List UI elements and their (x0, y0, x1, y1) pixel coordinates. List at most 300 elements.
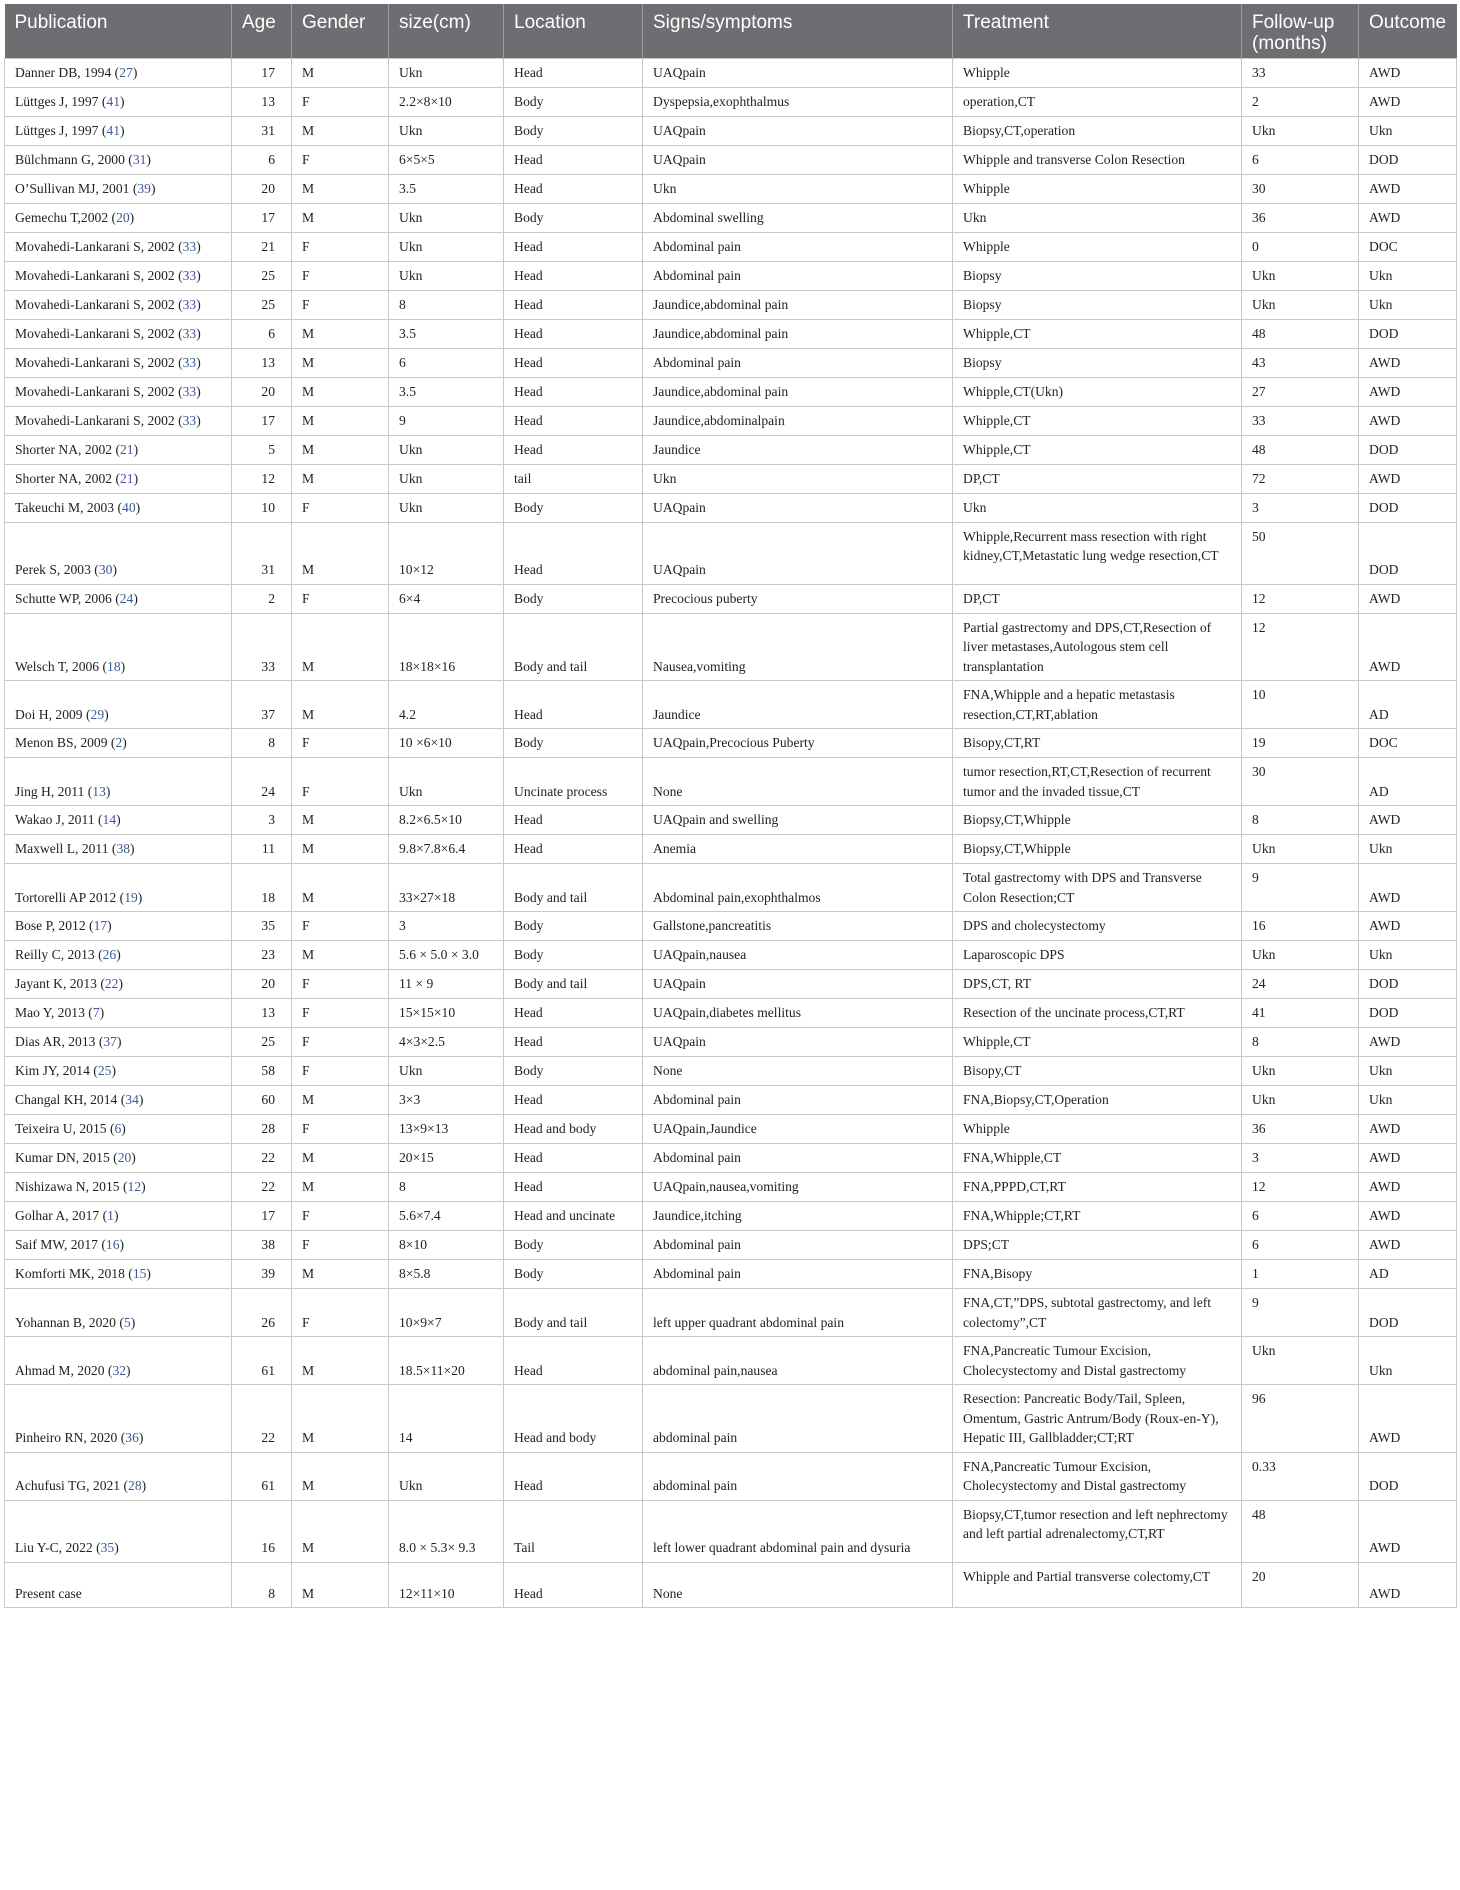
cell-treatment: tumor resection,RT,CT,Resection of recurrent tumor and the invaded tissue,CT (953, 758, 1242, 806)
publication-text: Changal KH, 2014 (15, 1092, 118, 1108)
cell-age: 58 (232, 1057, 292, 1086)
cell-size: 20×15 (389, 1144, 504, 1173)
reference-link[interactable]: 41 (106, 122, 120, 138)
cell-publication: Mao Y, 2013 (7) (5, 999, 232, 1028)
cell-size: 18×18×16 (389, 613, 504, 681)
cell-gender: F (292, 999, 389, 1028)
cell-treatment: Whipple,CT (953, 319, 1242, 348)
cell-treatment: DP,CT (953, 464, 1242, 493)
publication-text: Lüttges J, 1997 (15, 122, 99, 138)
cell-size: Ukn (389, 1452, 504, 1500)
cell-size: 3×3 (389, 1086, 504, 1115)
cell-treatment: FNA,Whipple,CT (953, 1144, 1242, 1173)
table-row (5, 1115, 1457, 1144)
cell-age: 60 (232, 1086, 292, 1115)
cell-publication: Shorter NA, 2002 (21) (5, 464, 232, 493)
cell-publication: Kim JY, 2014 (25) (5, 1057, 232, 1086)
cell-gender: F (292, 232, 389, 261)
column-header-signs[interactable]: Signs/symptoms (643, 4, 953, 58)
cell-location: Head (504, 1452, 643, 1500)
reference-link[interactable]: 16 (105, 1237, 120, 1253)
cell-follow-up: 30 (1242, 758, 1359, 806)
reference-link[interactable]: 33 (182, 354, 197, 370)
cell-location: Body (504, 1260, 643, 1289)
cell-size: 4×3×2.5 (389, 1028, 504, 1057)
cell-publication: Movahedi-Lankarani S, 2002 (33) (5, 406, 232, 435)
cell-signs: None (643, 758, 953, 806)
cell-size: 3 (389, 912, 504, 941)
cell-location: Head and body (504, 1385, 643, 1453)
reference-link[interactable]: 30 (98, 562, 113, 577)
cell-signs: left upper quadrant abdominal pain (643, 1289, 953, 1337)
table-row (5, 970, 1457, 999)
cell-age: 13 (232, 87, 292, 116)
cell-follow-up: 6 (1242, 1202, 1359, 1231)
cell-treatment: Biopsy (953, 261, 1242, 290)
reference-link[interactable]: 21 (119, 470, 134, 486)
cell-outcome: AWD (1359, 58, 1457, 87)
cell-publication: Movahedi-Lankarani S, 2002 (33) (5, 290, 232, 319)
table-row (5, 729, 1457, 758)
cell-signs: Jaundice,abdominal pain (643, 290, 953, 319)
publication-text: Jing H, 2011 (15, 783, 85, 799)
cell-treatment: Whipple (953, 58, 1242, 87)
reference-link[interactable]: 2 (115, 735, 123, 751)
reference-link[interactable]: 28 (128, 1478, 142, 1493)
cell-treatment: FNA,CT,”DPS, subtotal gastrectomy, and left colectomy”,CT (953, 1289, 1242, 1337)
cell-treatment: Whipple and Partial transverse colectomy,CT (953, 1562, 1242, 1608)
cell-outcome: DOD (1359, 970, 1457, 999)
reference-link[interactable]: 33 (182, 383, 197, 399)
cell-follow-up: 27 (1242, 377, 1359, 406)
publication-text: O’Sullivan MJ, 2001 (15, 180, 130, 196)
reference-link[interactable]: 12 (127, 1179, 142, 1195)
cell-publication: Bose P, 2012 (17) (5, 912, 232, 941)
cell-treatment: Whipple (953, 1115, 1242, 1144)
cell-age: 12 (232, 464, 292, 493)
cell-location: Body (504, 1231, 643, 1260)
cell-treatment: FNA,Biopsy,CT,Operation (953, 1086, 1242, 1115)
cell-gender: M (292, 435, 389, 464)
cell-treatment: Biopsy (953, 290, 1242, 319)
table-row (5, 1086, 1457, 1115)
publication-text: Menon BS, 2009 (15, 735, 108, 751)
cell-age: 17 (232, 58, 292, 87)
cell-follow-up: 20 (1242, 1562, 1359, 1608)
cell-outcome: AWD (1359, 203, 1457, 232)
cell-gender: M (292, 377, 389, 406)
cell-signs: abdominal pain (643, 1452, 953, 1500)
cell-size: Ukn (389, 493, 504, 522)
cell-follow-up: 12 (1242, 1173, 1359, 1202)
table-row (5, 493, 1457, 522)
cell-treatment: Biopsy,CT,Whipple (953, 806, 1242, 835)
cell-age: 28 (232, 1115, 292, 1144)
reference-link[interactable]: 41 (106, 93, 120, 109)
cell-treatment: FNA,Bisopy (953, 1260, 1242, 1289)
cell-gender: F (292, 758, 389, 806)
reference-link[interactable]: 13 (92, 783, 106, 799)
cell-location: Body (504, 912, 643, 941)
cell-location: Head (504, 522, 643, 584)
table-row (5, 1562, 1457, 1608)
cell-gender: F (292, 493, 389, 522)
cell-signs: UAQpain (643, 1028, 953, 1057)
cell-treatment: Whipple,CT (953, 1028, 1242, 1057)
cell-age: 22 (232, 1385, 292, 1453)
table-row (5, 1202, 1457, 1231)
cell-age: 18 (232, 864, 292, 912)
reference-link[interactable]: 1 (107, 1208, 114, 1224)
cell-treatment: Whipple and transverse Colon Resection (953, 145, 1242, 174)
cell-outcome: AWD (1359, 406, 1457, 435)
cell-gender: F (292, 261, 389, 290)
cell-follow-up: Ukn (1242, 1086, 1359, 1115)
table-row (5, 116, 1457, 145)
cell-outcome: AD (1359, 758, 1457, 806)
cell-signs: UAQpain (643, 145, 953, 174)
reference-link[interactable]: 35 (100, 1540, 115, 1555)
cell-outcome: DOD (1359, 145, 1457, 174)
cell-gender: M (292, 1173, 389, 1202)
cell-location: Head (504, 1173, 643, 1202)
cell-outcome: Ukn (1359, 1337, 1457, 1385)
cell-publication: Lüttges J, 1997 (41) (5, 87, 232, 116)
cell-gender: M (292, 613, 389, 681)
cell-gender: F (292, 729, 389, 758)
reference-link[interactable]: 18 (107, 658, 121, 674)
cell-follow-up: 3 (1242, 1144, 1359, 1173)
reference-link[interactable]: 7 (92, 1005, 100, 1021)
publication-text: Kumar DN, 2015 (15, 1150, 110, 1166)
cell-size: 8 (389, 290, 504, 319)
cell-gender: M (292, 1452, 389, 1500)
publication-text: Movahedi-Lankarani S, 2002 (15, 325, 175, 341)
cell-outcome: AWD (1359, 1144, 1457, 1173)
reference-link[interactable]: 24 (119, 590, 134, 606)
reference-link[interactable]: 37 (103, 1034, 117, 1050)
reference-link[interactable]: 38 (116, 841, 131, 857)
cell-follow-up: 36 (1242, 203, 1359, 232)
cell-age: 25 (232, 290, 292, 319)
cell-treatment: FNA,Whipple;CT,RT (953, 1202, 1242, 1231)
cell-age: 37 (232, 681, 292, 729)
cell-outcome: AWD (1359, 1028, 1457, 1057)
cell-age: 26 (232, 1289, 292, 1337)
reference-link[interactable]: 21 (119, 441, 134, 457)
cell-signs: UAQpain,Precocious Puberty (643, 729, 953, 758)
cell-age: 22 (232, 1144, 292, 1173)
cell-treatment: Laparoscopic DPS (953, 941, 1242, 970)
cell-outcome: AWD (1359, 1231, 1457, 1260)
table-row (5, 145, 1457, 174)
cell-treatment: Ukn (953, 493, 1242, 522)
column-header-gender[interactable]: Gender (292, 4, 389, 58)
cell-signs: UAQpain,nausea,vomiting (643, 1173, 953, 1202)
cell-treatment: Whipple,Recurrent mass resection with right kidney,CT,Metastatic lung wedge resection,CT (953, 522, 1242, 584)
table-row (5, 1289, 1457, 1337)
column-header-follow-up[interactable]: Follow-up (months) (1242, 4, 1359, 58)
cell-gender: M (292, 203, 389, 232)
reference-link[interactable]: 19 (124, 889, 138, 905)
cell-publication: Teixeira U, 2015 (6) (5, 1115, 232, 1144)
table-row (5, 522, 1457, 584)
cell-follow-up: 16 (1242, 912, 1359, 941)
cell-follow-up: 19 (1242, 729, 1359, 758)
cell-follow-up: 6 (1242, 145, 1359, 174)
cell-size: 5.6×7.4 (389, 1202, 504, 1231)
cell-treatment: Whipple (953, 232, 1242, 261)
cell-treatment: FNA,PPPD,CT,RT (953, 1173, 1242, 1202)
reference-link[interactable]: 33 (182, 296, 197, 312)
cell-signs: Dyspepsia,exophthalmus (643, 87, 953, 116)
table-row (5, 1057, 1457, 1086)
cell-age: 61 (232, 1337, 292, 1385)
cell-age: 13 (232, 999, 292, 1028)
cell-treatment: Ukn (953, 203, 1242, 232)
publication-text: Pinheiro RN, 2020 (15, 1430, 118, 1445)
reference-link[interactable]: 22 (104, 976, 119, 992)
reference-link[interactable]: 40 (122, 499, 136, 515)
cell-size: 8×10 (389, 1231, 504, 1260)
cell-signs: None (643, 1562, 953, 1608)
reference-link[interactable]: 39 (137, 180, 151, 196)
publication-text: Mao Y, 2013 (15, 1005, 85, 1021)
cell-outcome: DOC (1359, 232, 1457, 261)
cell-location: Body (504, 584, 643, 613)
cell-follow-up: Ukn (1242, 941, 1359, 970)
table-row (5, 319, 1457, 348)
cell-publication: Reilly C, 2013 (26) (5, 941, 232, 970)
publication-text: Perek S, 2003 (15, 562, 91, 577)
publication-table (4, 4, 1457, 1608)
cell-outcome: AWD (1359, 348, 1457, 377)
cell-publication: Takeuchi M, 2003 (40) (5, 493, 232, 522)
cell-signs: UAQpain (643, 970, 953, 999)
cell-signs: Abdominal pain (643, 1231, 953, 1260)
cell-size: Ukn (389, 1057, 504, 1086)
table-row (5, 1173, 1457, 1202)
cell-outcome: Ukn (1359, 290, 1457, 319)
cell-age: 20 (232, 174, 292, 203)
publication-text: Movahedi-Lankarani S, 2002 (15, 383, 175, 399)
cell-outcome: AWD (1359, 1562, 1457, 1608)
reference-link[interactable]: 6 (114, 1121, 122, 1137)
reference-link[interactable]: 5 (123, 1314, 131, 1330)
cell-follow-up: 48 (1242, 319, 1359, 348)
cell-size: 8 (389, 1173, 504, 1202)
cell-age: 38 (232, 1231, 292, 1260)
reference-link[interactable]: 26 (102, 947, 117, 963)
table-row (5, 584, 1457, 613)
publication-text: Gemechu T,2002 (15, 209, 109, 225)
table-row (5, 864, 1457, 912)
table-row (5, 999, 1457, 1028)
column-header-age[interactable]: Age (232, 4, 292, 58)
cell-gender: F (292, 87, 389, 116)
cell-location: Head (504, 1562, 643, 1608)
cell-age: 8 (232, 1562, 292, 1608)
cell-signs: Abdominal swelling (643, 203, 953, 232)
cell-follow-up: 0.33 (1242, 1452, 1359, 1500)
table-row (5, 1452, 1457, 1500)
cell-age: 2 (232, 584, 292, 613)
reference-link[interactable]: 36 (125, 1430, 139, 1445)
publication-text: Golhar A, 2017 (15, 1208, 100, 1224)
cell-signs: UAQpain (643, 493, 953, 522)
cell-location: Head (504, 806, 643, 835)
cell-gender: M (292, 681, 389, 729)
cell-follow-up: 48 (1242, 435, 1359, 464)
cell-signs: Jaundice (643, 681, 953, 729)
reference-link[interactable]: 33 (182, 267, 197, 283)
cell-age: 5 (232, 435, 292, 464)
cell-outcome: DOD (1359, 1289, 1457, 1337)
cell-gender: M (292, 116, 389, 145)
cell-age: 22 (232, 1173, 292, 1202)
cell-treatment: Whipple,CT(Ukn) (953, 377, 1242, 406)
reference-link[interactable]: 14 (102, 812, 117, 828)
column-header-outcome[interactable]: Outcome (1359, 4, 1457, 58)
cell-gender: F (292, 912, 389, 941)
reference-link[interactable]: 25 (97, 1063, 112, 1079)
table-row (5, 290, 1457, 319)
cell-signs: Abdominal pain (643, 261, 953, 290)
reference-link[interactable]: 27 (119, 64, 133, 80)
cell-size: 8×5.8 (389, 1260, 504, 1289)
column-header-treatment[interactable]: Treatment (953, 4, 1242, 58)
cell-outcome: AWD (1359, 1115, 1457, 1144)
cell-size: 12×11×10 (389, 1562, 504, 1608)
cell-outcome: DOD (1359, 999, 1457, 1028)
table-row (5, 87, 1457, 116)
cell-signs: Jaundice,abdominalpain (643, 406, 953, 435)
cell-location: Head (504, 1337, 643, 1385)
cell-treatment: FNA,Whipple and a hepatic metastasis resection,CT,RT,ablation (953, 681, 1242, 729)
cell-signs: UAQpain,diabetes mellitus (643, 999, 953, 1028)
reference-link[interactable]: 20 (116, 209, 130, 225)
table-row (5, 1260, 1457, 1289)
cell-publication: Tortorelli AP 2012 (19) (5, 864, 232, 912)
publication-text: Takeuchi M, 2003 (15, 499, 115, 515)
cell-publication: Jing H, 2011 (13) (5, 758, 232, 806)
cell-treatment: Bisopy,CT (953, 1057, 1242, 1086)
cell-age: 8 (232, 729, 292, 758)
cell-follow-up: Ukn (1242, 261, 1359, 290)
table-row (5, 203, 1457, 232)
column-header-size[interactable]: size(cm) (389, 4, 504, 58)
cell-outcome: AWD (1359, 912, 1457, 941)
cell-gender: F (292, 290, 389, 319)
reference-link[interactable]: 20 (117, 1150, 132, 1166)
table-row (5, 435, 1457, 464)
cell-follow-up: 12 (1242, 584, 1359, 613)
cell-publication: Pinheiro RN, 2020 (36) (5, 1385, 232, 1453)
cell-follow-up: 12 (1242, 613, 1359, 681)
cell-age: 23 (232, 941, 292, 970)
reference-link[interactable]: 33 (182, 325, 197, 341)
cell-publication: Movahedi-Lankarani S, 2002 (33) (5, 232, 232, 261)
publication-text: Present case (15, 1585, 82, 1601)
reference-link[interactable]: 33 (182, 238, 197, 254)
cell-gender: F (292, 1202, 389, 1231)
reference-link[interactable]: 33 (182, 412, 197, 428)
cell-size: Ukn (389, 203, 504, 232)
cell-signs: Abdominal pain (643, 1144, 953, 1173)
publication-text: Schutte WP, 2006 (15, 590, 112, 606)
publication-text: Teixeira U, 2015 (15, 1121, 107, 1137)
reference-link[interactable]: 34 (125, 1092, 139, 1108)
cell-publication: Movahedi-Lankarani S, 2002 (33) (5, 319, 232, 348)
cell-signs: left lower quadrant abdominal pain and dysuria (643, 1500, 953, 1562)
cell-follow-up: 30 (1242, 174, 1359, 203)
cell-age: 25 (232, 1028, 292, 1057)
cell-outcome: DOD (1359, 319, 1457, 348)
cell-location: Head (504, 1086, 643, 1115)
cell-gender: M (292, 1337, 389, 1385)
publication-text: Wakao J, 2011 (15, 812, 95, 828)
cell-follow-up: 24 (1242, 970, 1359, 999)
publication-text: Achufusi TG, 2021 (15, 1478, 121, 1493)
cell-location: Head (504, 999, 643, 1028)
cell-location: Head (504, 348, 643, 377)
cell-size: Ukn (389, 261, 504, 290)
cell-outcome: AWD (1359, 377, 1457, 406)
cell-publication: Changal KH, 2014 (34) (5, 1086, 232, 1115)
table-row (5, 377, 1457, 406)
cell-location: Head (504, 406, 643, 435)
cell-outcome: AWD (1359, 1202, 1457, 1231)
cell-age: 31 (232, 116, 292, 145)
cell-treatment: FNA,Pancreatic Tumour Excision, Cholecystectomy and Distal gastrectomy (953, 1452, 1242, 1500)
publication-text: Dias AR, 2013 (15, 1034, 96, 1050)
cell-age: 35 (232, 912, 292, 941)
reference-link[interactable]: 31 (132, 151, 147, 167)
reference-link[interactable]: 17 (93, 918, 108, 934)
cell-follow-up: 50 (1242, 522, 1359, 584)
reference-link[interactable]: 29 (90, 706, 105, 722)
publication-text: Movahedi-Lankarani S, 2002 (15, 354, 175, 370)
cell-location: Head and body (504, 1115, 643, 1144)
cell-follow-up: 3 (1242, 493, 1359, 522)
publication-text: Maxwell L, 2011 (15, 841, 109, 857)
cell-location: Body and tail (504, 970, 643, 999)
cell-follow-up: 48 (1242, 1500, 1359, 1562)
cell-size: 4.2 (389, 681, 504, 729)
reference-link[interactable]: 32 (112, 1362, 127, 1378)
publication-text: Saif MW, 2017 (15, 1237, 98, 1253)
cell-signs: UAQpain (643, 116, 953, 145)
cell-treatment: DPS,CT, RT (953, 970, 1242, 999)
cell-location: Head (504, 145, 643, 174)
cell-outcome: AD (1359, 681, 1457, 729)
cell-treatment: FNA,Pancreatic Tumour Excision, Cholecystectomy and Distal gastrectomy (953, 1337, 1242, 1385)
cell-location: Head (504, 290, 643, 319)
column-header-publication[interactable]: Publication (5, 4, 232, 58)
table-body (5, 58, 1457, 1608)
cell-signs: abdominal pain (643, 1385, 953, 1453)
reference-link[interactable]: 15 (132, 1266, 147, 1282)
cell-outcome: AWD (1359, 1385, 1457, 1453)
cell-follow-up: Ukn (1242, 835, 1359, 864)
table-row (5, 835, 1457, 864)
cell-publication: Saif MW, 2017 (16) (5, 1231, 232, 1260)
cell-publication: Gemechu T,2002 (20) (5, 203, 232, 232)
cell-signs: UAQpain (643, 58, 953, 87)
cell-outcome: Ukn (1359, 261, 1457, 290)
publication-text: Reilly C, 2013 (15, 947, 95, 963)
column-header-location[interactable]: Location (504, 4, 643, 58)
